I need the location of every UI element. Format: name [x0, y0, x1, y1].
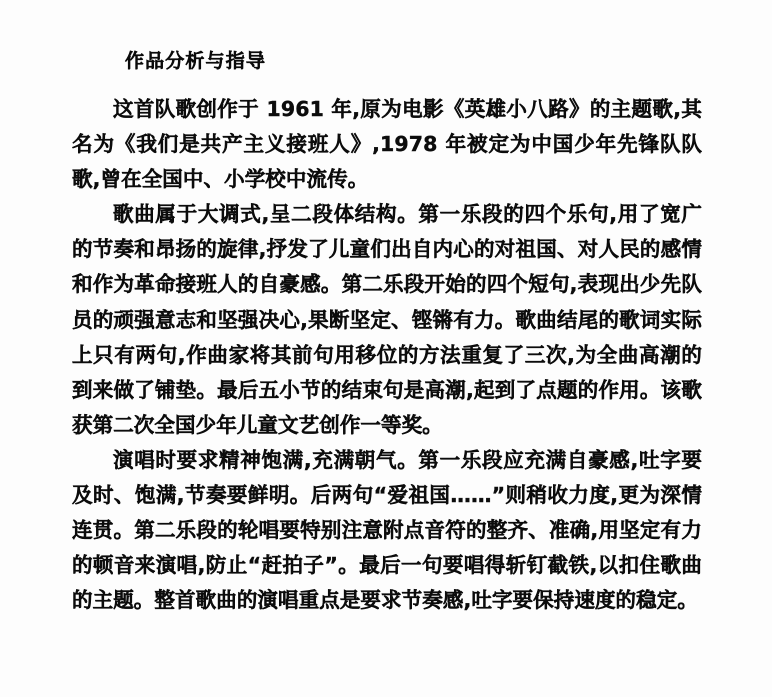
paragraph-2: 歌曲属于大调式,呈二段体结构。第一乐段的四个乐句,用了宽广的节奏和昂扬的旋律,抒发了儿童们出自内心的对祖国、对人民的感情和作为革命接班人的自豪感。第二乐段开始的四个短句,表现出少先队员的顽强意志和坚强决心,果断坚定、铿锵有力。歌曲结尾的歌词实际上只有两句,作曲家将其前句用移位的方法重复了三次,为全曲高潮的到来做了铺垫。最后五小节的结束句是高潮,起到了点题的作用。该歌获第二次全国少年儿童文艺创作一等奖。 — [72, 202, 702, 437]
paragraph-1: 这首队歌创作于 1961 年,原为电影《英雄小八路》的主题歌,其名为《我们是共产主义接班人》,1978 年被定为中国少年先锋队队歌,曾在全国中、小学校中流传。 — [72, 97, 702, 192]
section-heading: 作品分析与指导 — [125, 50, 266, 72]
paragraph-container — [72, 92, 702, 618]
paragraph-3: 演唱时要求精神饱满,充满朝气。第一乐段应充满自豪感,吐字要及时、饱满,节奏要鲜明。后两句“爱祖国……”则稍收力度,更为深情连贯。第二乐段的轮唱要特别注意附点音符的整齐、准确,用坚定有力的顿音来演唱,防止“赶拍子”。最后一句要唱得斩钉截铁,以扣住歌曲的主题。整首歌曲的演唱重点是要求节奏感,吐字要保持速度的稳定。 — [72, 447, 702, 613]
